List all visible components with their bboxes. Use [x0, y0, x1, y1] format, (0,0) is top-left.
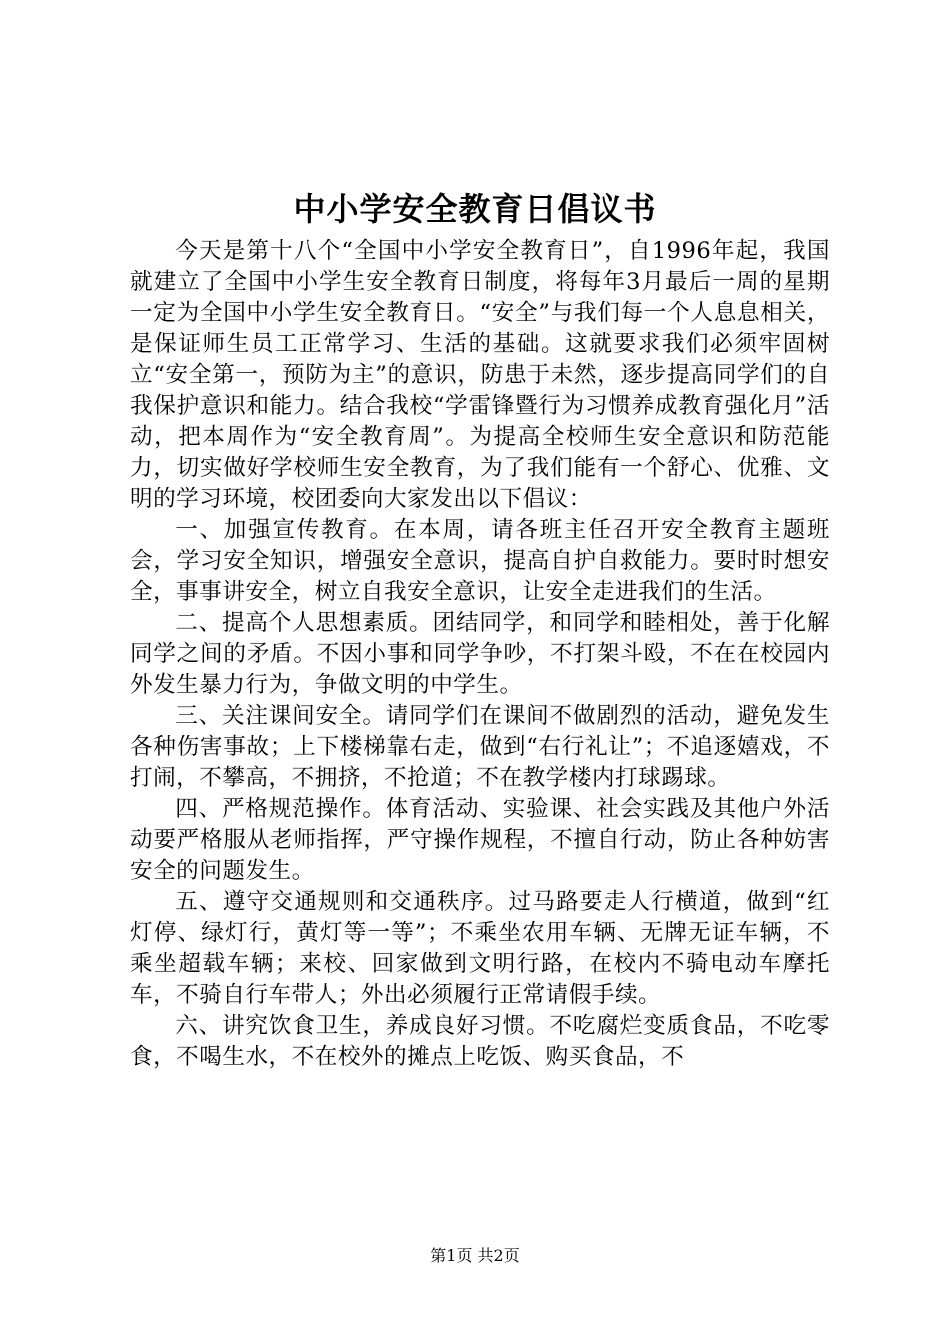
paragraph-item-1: 一、加强宣传教育。在本周，请各班主任召开安全教育主题班会，学习安全知识，增强安全意识，提高自护自救能力。要时时想安全，事事讲安全，树立自我安全意识，让安全走进我们的生活。	[130, 517, 830, 605]
paragraph-item-6: 六、讲究饮食卫生，养成良好习惯。不吃腐烂变质食品，不吃零食，不喝生水，不在校外的摊点上吃饭、购买食品，不	[130, 1013, 830, 1070]
page-number-footer: 第1页 共2页	[430, 1246, 520, 1265]
paragraph-item-4: 四、严格规范操作。体育活动、实验课、社会实践及其他户外活动要严格服从老师指挥，严守操作规程，不擅自行动，防止各种妨害安全的问题发生。	[130, 796, 830, 884]
paragraph-intro: 今天是第十八个“全国中小学安全教育日”，自1996年起，我国就建立了全国中小学生安全教育日制度，将每年3月最后一周的星期一定为全国中小学生安全教育日。“安全”与我们每一个人息息相关，是保证师生员工正常学习、生活的基础。这就要求我们必须牢固树立“安全第一，预防为主”的意识，防患于未然，逐步提高同学们的自我保护意识和能力。结合我校“学雷锋暨行为习惯养成教育强化月”活动，把本周作为“安全教育周”。为提高全校师生安全意识和防范能力，切实做好学校师生安全教育，为了我们能有一个舒心、优雅、文明的学习环境，校团委向大家发出以下倡议：	[130, 238, 830, 512]
paragraph-item-2: 二、提高个人思想素质。团结同学，和同学和睦相处，善于化解同学之间的矛盾。不因小事和同学争吵，不打架斗殴，不在在校园内外发生暴力行为，争做文明的中学生。	[130, 610, 830, 698]
paragraph-item-3: 三、关注课间安全。请同学们在课间不做剧烈的活动，避免发生各种伤害事故；上下楼梯靠右走，做到“右行礼让”；不追逐嬉戏，不打闹，不攀高，不拥挤，不抢道；不在教学楼内打球踢球。	[130, 703, 830, 791]
document-body	[130, 236, 830, 1073]
document-title: 中小学安全教育日倡议书	[293, 190, 657, 228]
paragraph-item-5: 五、遵守交通规则和交通秩序。过马路要走人行横道，做到“红灯停、绿灯行，黄灯等一等”；不乘坐农用车辆、无牌无证车辆，不乘坐超载车辆；来校、回家做到文明行路，在校内不骑电动车摩托车，不骑自行车带人；外出必须履行正常请假手续。	[130, 889, 830, 1008]
